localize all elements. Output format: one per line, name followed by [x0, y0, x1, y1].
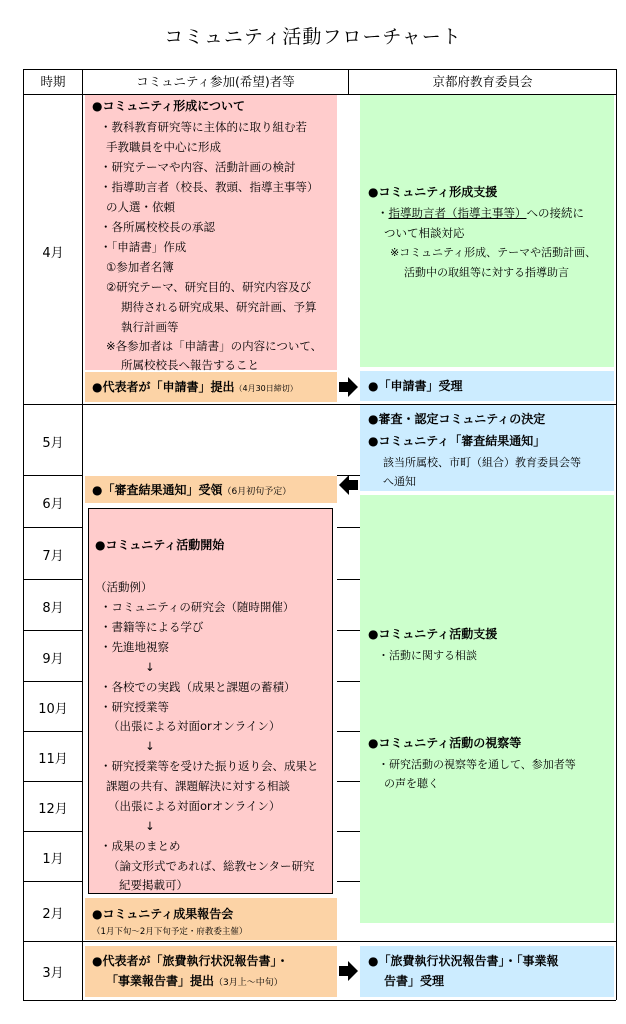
inspection-heading: ●コミュニティ活動の視察等: [368, 736, 522, 750]
application-submit-note: （4月30日締切）: [234, 384, 298, 393]
activity-line: 紀要掲載可）: [119, 878, 188, 892]
final-receive-line2: 告書」受理: [384, 974, 445, 988]
month-label: 4月: [42, 246, 64, 261]
formation-support-line: ※コミュニティ形成、テーマや活動計画、: [390, 246, 597, 259]
formation-line: ・教科教育研究等に主体的に取り組む若: [100, 120, 307, 134]
activity-line: 課題の共有、課題解決に対する相談: [106, 779, 290, 793]
month-label: 6月: [42, 497, 64, 512]
final-submit-main: 「事業報告書」提出: [106, 974, 215, 988]
report-meeting-note: （1月下旬～2月下旬予定・府教委主催）: [92, 927, 248, 937]
support-bullet: ・: [377, 206, 389, 220]
month-label: 10月: [38, 702, 68, 717]
month-label: 12月: [38, 802, 68, 817]
result-receive-note: （6月初旬予定）: [222, 487, 292, 497]
activity-support-line: ・活動に関する相談: [378, 649, 477, 662]
application-submit-label: [92, 377, 298, 399]
formation-line: ・各所属校校長の承認: [100, 220, 215, 234]
month-label: 8月: [42, 601, 64, 616]
activity-line: ・各校での実践（成果と課題の蓄積）: [100, 680, 296, 694]
final-submit-line2: [106, 971, 283, 993]
header-community: コミュニティ参加(希望)者等: [136, 74, 295, 89]
month-label: 11月: [38, 752, 68, 767]
final-submit-line1: ●代表者が「旅費執行状況報告書」・: [92, 954, 289, 968]
month-label: 9月: [42, 652, 64, 667]
formation-line: 手教職員を中心に形成: [106, 140, 221, 154]
activity-line: ・コミュニティの研究会（随時開催）: [100, 600, 295, 614]
final-receive-line1: ●「旅費執行状況報告書」・「事業報: [368, 954, 559, 968]
month-label: 7月: [42, 549, 64, 564]
activity-line: （活動例）: [95, 580, 153, 594]
activity-heading: ●コミュニティ活動開始: [95, 538, 225, 552]
notice-line: 該当所属校、市町（組合）教育委員会等: [383, 456, 581, 469]
month-label: 2月: [42, 907, 64, 922]
formation-line: ②研究テーマ、研究目的、研究内容及び: [106, 280, 312, 294]
decision-label: ●審査・認定コミュニティの決定: [368, 412, 546, 426]
activity-line: ・成果のまとめ: [100, 839, 181, 853]
header-board: 京都府教育委員会: [432, 74, 533, 89]
advisor-link-text: 指導助言者（指導主事等）: [388, 206, 527, 220]
activity-line: ・書籍等による学び: [100, 620, 204, 634]
activity-line: （出張による対面orオンライン）: [108, 719, 281, 733]
formation-line: ・研究テーマや内容、活動計画の検討: [100, 160, 296, 174]
activity-line: ・研究授業等: [100, 700, 169, 714]
formation-line: ・指導助言者（校長、教頭、指導主事等）: [100, 180, 319, 194]
activity-line: （出張による対面orオンライン）: [108, 799, 281, 813]
left-arrow-icon: [339, 475, 358, 495]
formation-line: ※各参加者は「申請書」の内容について、: [106, 339, 323, 353]
result-receive-label: [92, 480, 291, 502]
notice-line: へ通知: [383, 475, 416, 488]
activity-support-heading: ●コミュニティ活動支援: [368, 627, 498, 641]
activity-line: ・研究授業等を受けた振り返り会、成果と: [100, 759, 319, 773]
activity-line: （論文形式であれば、総教センター研究: [108, 859, 315, 873]
formation-line: の人選・依頼: [106, 200, 175, 214]
result-receive-main: ●「審査結果通知」受領: [92, 483, 223, 497]
right-arrow-icon: [339, 961, 358, 981]
formation-line: ①参加者名簿: [106, 260, 174, 274]
inspection-line: ・研究活動の視察等を通して、参加者等: [378, 758, 576, 771]
header-period: 時期: [40, 74, 66, 89]
inspection-line: の声を聴く: [384, 777, 439, 790]
formation-support-line: [377, 203, 584, 223]
formation-heading: ●コミュニティ形成について: [92, 99, 246, 113]
down-arrow-icon: ↓: [145, 819, 155, 833]
formation-line: 所属校校長へ報告すること: [121, 358, 259, 372]
formation-line: ・「申請書」作成: [100, 240, 187, 254]
formation-line: 執行計画等: [121, 320, 179, 334]
right-arrow-icon: [339, 377, 358, 397]
month-label: 1月: [42, 852, 64, 867]
month-label: 3月: [42, 966, 64, 981]
report-meeting-heading: ●コミュニティ成果報告会: [92, 907, 234, 921]
activity-support-box: [360, 495, 614, 923]
formation-support-heading: ●コミュニティ形成支援: [368, 185, 498, 199]
down-arrow-icon: ↓: [145, 739, 155, 753]
formation-line: 期待される研究成果、研究計画、予算: [121, 300, 317, 314]
notice-heading: ●コミュニティ「審査結果通知」: [368, 434, 546, 448]
page-title: コミュニティ活動フローチャート: [164, 26, 462, 48]
month-label: 5月: [42, 436, 64, 451]
formation-support-line: ついて相談対応: [384, 226, 465, 240]
final-submit-note: （3月上～中旬）: [214, 978, 283, 988]
application-submit-main: ●代表者が「申請書」提出: [92, 380, 235, 394]
activity-line: ・先進地視察: [100, 640, 169, 654]
application-receive-label: ●「申請書」受理: [368, 379, 463, 393]
down-arrow-icon: ↓: [145, 660, 155, 674]
support-line-rest: への接続に: [526, 206, 584, 220]
formation-support-line: 活動中の取組等に対する指導助言: [404, 266, 569, 279]
